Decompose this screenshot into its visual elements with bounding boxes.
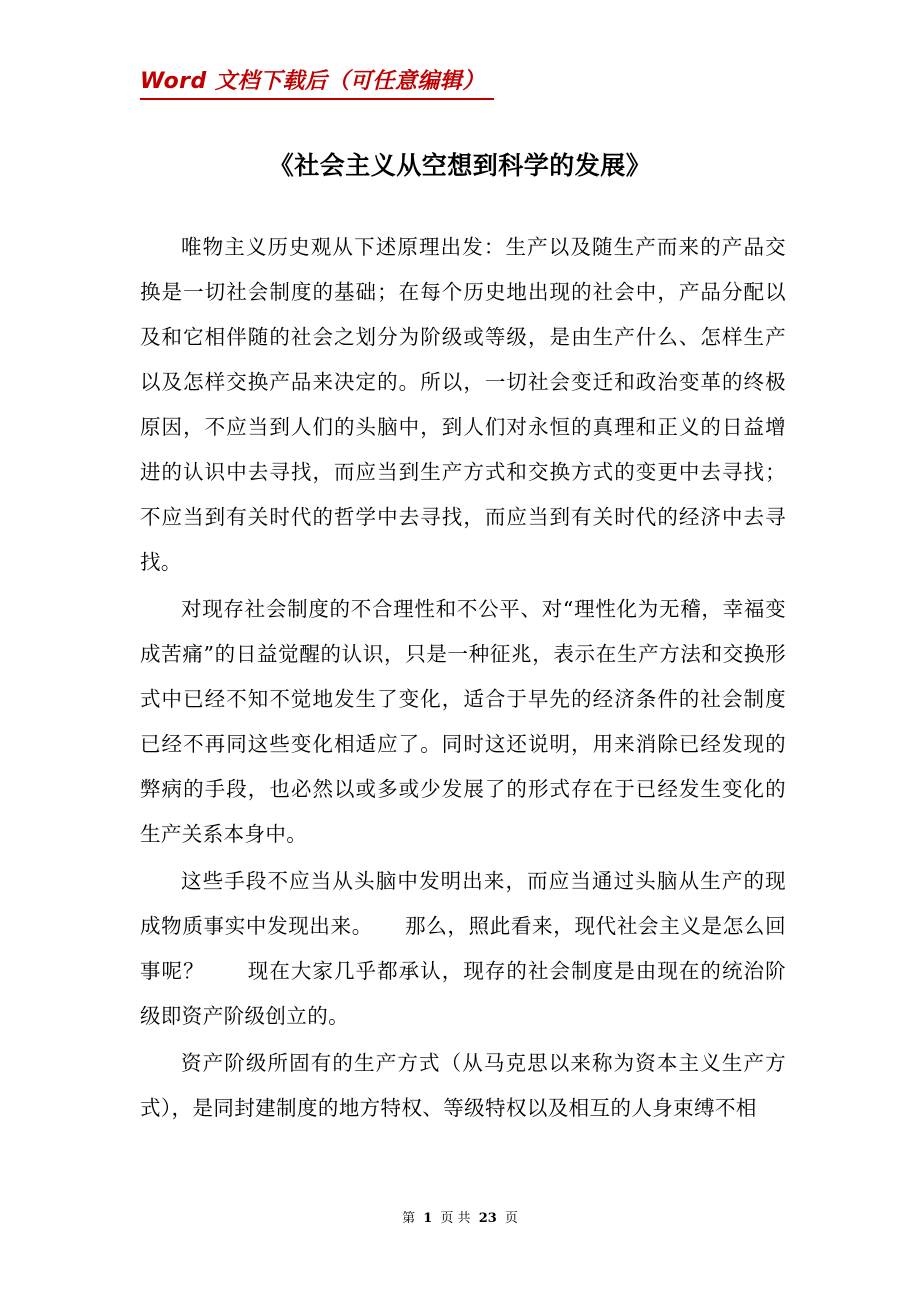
footer-page-number: 1 bbox=[423, 1211, 433, 1226]
footer-middle: 页 共 bbox=[440, 1211, 471, 1226]
document-body bbox=[140, 225, 786, 1131]
body-paragraph: 这些手段不应当从头脑中发明出来，而应当通过头脑从生产的现成物质事实中发现出来。 那么，照此看来，现代社会主义是怎么回事呢？ 现在大家几乎都承认，现存的社会制度是由现在的统治阶级即资产阶级创立的。 bbox=[140, 869, 786, 1028]
footer-total-pages: 23 bbox=[478, 1211, 497, 1226]
page-header bbox=[140, 62, 494, 100]
document-title: 《社会主义从空想到科学的发展》 bbox=[268, 151, 652, 180]
header-download-note: Word 文档下载后（可任意编辑） bbox=[140, 69, 485, 94]
body-paragraph: 唯物主义历史观从下述原理出发：生产以及随生产而来的产品交换是一切社会制度的基础；在每个历史地出现的社会中，产品分配以及和它相伴随的社会之划分为阶级或等级，是由生产什么、怎样生产以及怎样交换产品来决定的。所以，一切社会变迁和政治变革的终极原因，不应当到人们的头脑中，到人们对永恒的真理和正义的日益增进的认识中去寻找，而应当到生产方式和交换方式的变更中去寻找；不应当到有关时代的哲学中去寻找，而应当到有关时代的经济中去寻找。 bbox=[140, 235, 786, 574]
body-paragraph: 对现存社会制度的不合理性和不公平、对“理性化为无稽，幸福变成苦痛”的日益觉醒的认识，只是一种征兆，表示在生产方法和交换形式中已经不知不觉地发生了变化，适合于早先的经济条件的社会制度已经不再同这些变化相适应了。同时这还说明，用来消除已经发现的弊病的手段，也必然以或多或少发展了的形式存在于已经发生变化的生产关系本身中。 bbox=[140, 597, 786, 846]
body-paragraph: 资产阶级所固有的生产方式（从马克思以来称为资本主义生产方式），是同封建制度的地方特权、等级特权以及相互的人身束缚不相 bbox=[140, 1051, 786, 1120]
page-footer bbox=[0, 1207, 920, 1226]
footer-prefix: 第 bbox=[402, 1211, 416, 1226]
footer-suffix: 页 bbox=[504, 1211, 518, 1226]
